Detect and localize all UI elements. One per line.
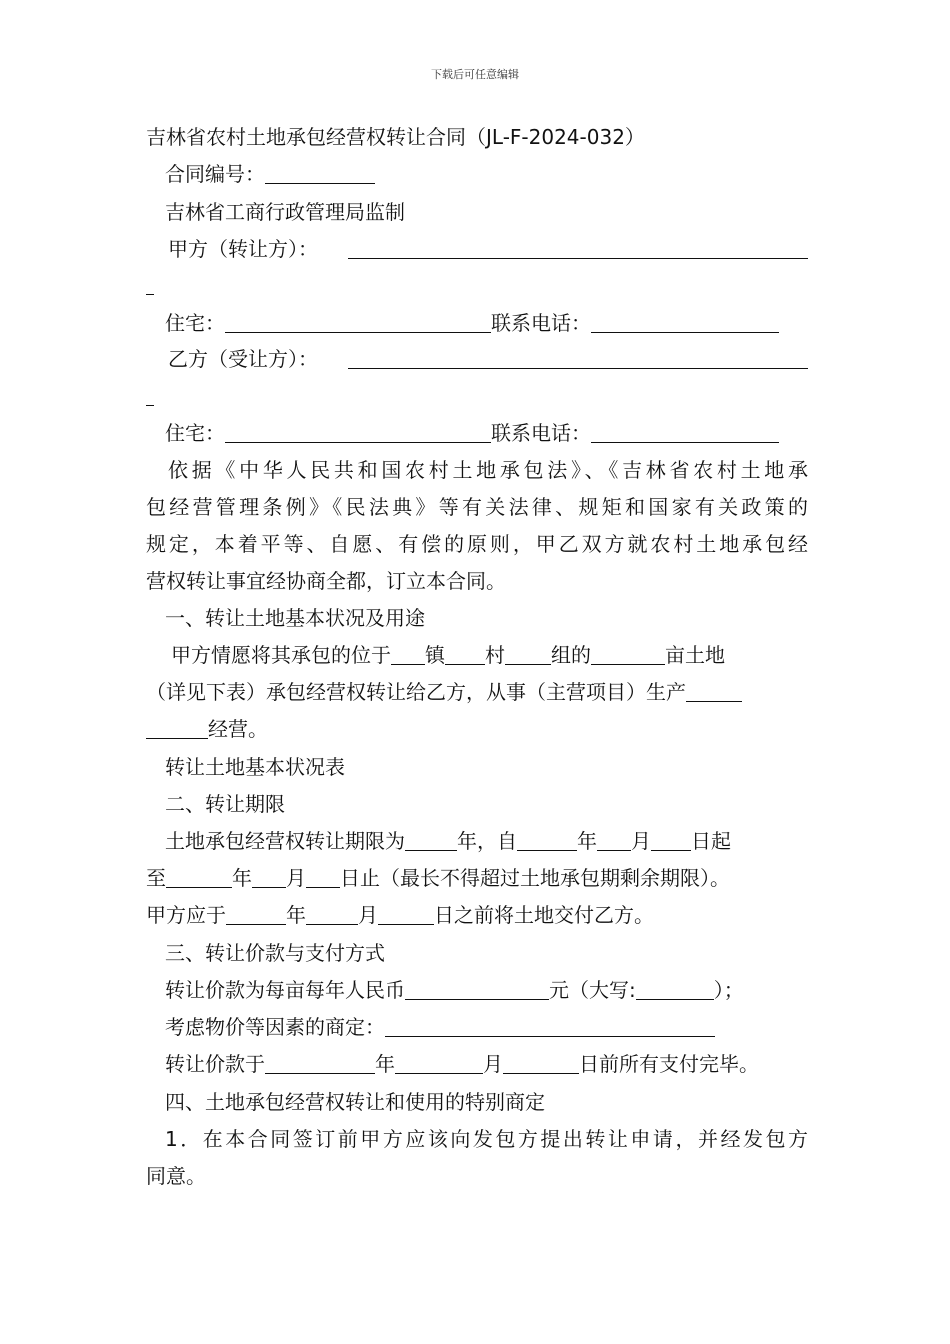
section-3-factor-line: 考虑物价等因素的商定： bbox=[165, 1014, 808, 1040]
party-b-blank[interactable] bbox=[348, 368, 808, 369]
party-b-address-label: 住宅： bbox=[165, 421, 225, 445]
party-b-address-blank[interactable] bbox=[225, 422, 491, 443]
group-blank[interactable] bbox=[505, 644, 551, 665]
project-blank-cont[interactable] bbox=[146, 718, 208, 739]
supervisor-line: 吉林省工商行政管理局监制 bbox=[165, 200, 405, 224]
price-blank[interactable] bbox=[405, 979, 549, 1000]
section-1-title: 一、转让土地基本状况及用途 bbox=[165, 606, 425, 630]
contract-number-blank[interactable] bbox=[265, 163, 375, 184]
page-header: 下载后可任意编辑 bbox=[431, 68, 519, 81]
table-title: 转让土地基本状况表 bbox=[165, 755, 345, 779]
deliver-year-blank[interactable] bbox=[226, 904, 286, 925]
party-a-phone-label: 联系电话： bbox=[491, 311, 591, 335]
pay-day-blank[interactable] bbox=[503, 1053, 579, 1074]
end-month-blank[interactable] bbox=[252, 867, 286, 888]
factor-blank[interactable] bbox=[385, 1016, 715, 1037]
term-years-blank[interactable] bbox=[405, 830, 457, 851]
party-a-blank-tail bbox=[146, 272, 166, 298]
pay-year-blank[interactable] bbox=[265, 1053, 375, 1074]
town-blank[interactable] bbox=[391, 644, 425, 665]
section-2-line-2: 至 年 月 日止（最长不得超过土地承包期剩余期限）。 bbox=[146, 866, 730, 890]
party-a-label: 甲方（转让方）： bbox=[168, 237, 318, 261]
section-4-line-2: 同意。 bbox=[146, 1164, 206, 1188]
area-blank[interactable] bbox=[591, 644, 665, 665]
start-month-blank[interactable] bbox=[597, 830, 631, 851]
party-b-contact-line bbox=[165, 420, 808, 446]
contract-number-label: 合同编号： bbox=[165, 162, 265, 186]
intro-line-3: 规定，本着平等、自愿、有偿的原则，甲乙双方就农村土地承包经 bbox=[146, 532, 808, 556]
party-a-contact-line bbox=[165, 310, 808, 336]
project-blank[interactable] bbox=[686, 681, 742, 702]
section-4-title: 四、土地承包经营权转让和使用的特别商定 bbox=[165, 1090, 545, 1114]
section-3-payment-line: 转让价款于 年 月 日前所有支付完毕。 bbox=[165, 1052, 759, 1076]
price-uppercase-blank[interactable] bbox=[636, 979, 714, 1000]
deliver-day-blank[interactable] bbox=[378, 904, 434, 925]
start-year-blank[interactable] bbox=[517, 830, 577, 851]
section-3-price-line: 转让价款为每亩每年人民币 元（大写: ）； bbox=[165, 978, 744, 1002]
section-3-title: 三、转让价款与支付方式 bbox=[165, 941, 385, 965]
section-1-line-1: 甲方情愿将其承包的位于 镇 村 组的 亩土地 bbox=[171, 643, 725, 667]
document-title: 吉林省农村土地承包经营权转让合同（JL-F-2024-032） bbox=[146, 125, 645, 149]
party-b-blank-tail bbox=[146, 383, 166, 409]
section-2-title: 二、转让期限 bbox=[165, 792, 285, 816]
section-1-line-2: （详见下表）承包经营权转让给乙方，从事（主营项目）生产 bbox=[146, 679, 808, 705]
party-b-phone-label: 联系电话： bbox=[491, 421, 591, 445]
party-a-address-label: 住宅： bbox=[165, 311, 225, 335]
party-a-phone-blank[interactable] bbox=[591, 312, 779, 333]
party-b-phone-blank[interactable] bbox=[591, 422, 779, 443]
party-b-line bbox=[168, 346, 808, 372]
intro-line-4: 营权转让事宜经协商全都，订立本合同。 bbox=[146, 569, 506, 593]
party-a-blank[interactable] bbox=[348, 258, 808, 259]
intro-line-1: 依据《中华人民共和国农村土地承包法》、《吉林省农村土地承 bbox=[168, 458, 808, 482]
section-4-line-1: 1．在本合同签订前甲方应该向发包方提出转让申请，并经发包方 bbox=[165, 1127, 808, 1151]
section-1-line-3: 经营。 bbox=[146, 716, 808, 742]
party-b-label: 乙方（受让方）： bbox=[168, 347, 318, 371]
party-a-line bbox=[168, 236, 808, 262]
contract-number-line bbox=[165, 161, 808, 187]
deliver-month-blank[interactable] bbox=[306, 904, 358, 925]
start-day-blank[interactable] bbox=[651, 830, 691, 851]
end-year-blank[interactable] bbox=[166, 867, 232, 888]
party-a-address-blank[interactable] bbox=[225, 312, 491, 333]
pay-month-blank[interactable] bbox=[395, 1053, 483, 1074]
village-blank[interactable] bbox=[445, 644, 485, 665]
intro-line-2: 包经营管理条例》《民法典》等有关法律、规矩和国家有关政策的 bbox=[146, 495, 808, 519]
section-2-line-3: 甲方应于 年 月 日之前将土地交付乙方。 bbox=[146, 903, 654, 927]
end-day-blank[interactable] bbox=[306, 867, 340, 888]
section-2-line-1: 土地承包经营权转让期限为 年，自 年 月 日起 bbox=[165, 829, 731, 853]
